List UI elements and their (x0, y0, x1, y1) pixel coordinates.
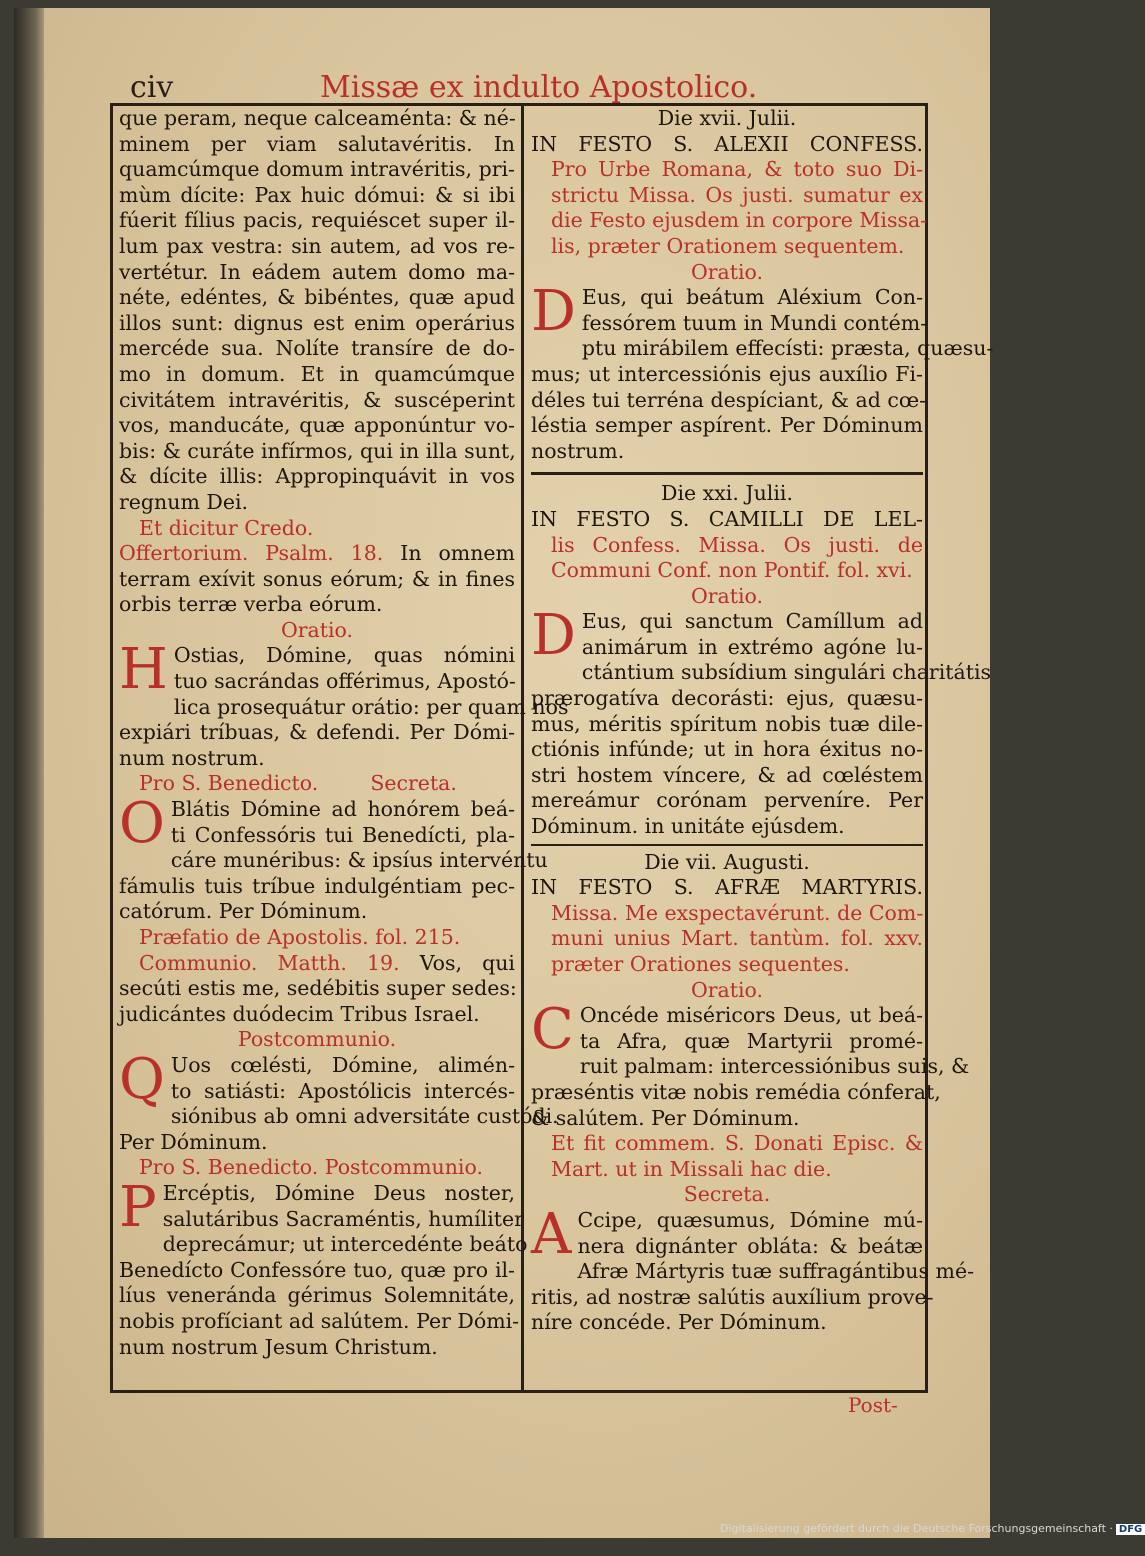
page-number: civ (130, 70, 174, 105)
text-line: minem per viam salutavéritis. In (119, 131, 515, 156)
drop-cap-h: H (119, 637, 168, 703)
text-line: siónibus ab omni adversitáte custódi. (170, 1104, 559, 1129)
text-line: Communi Conf. non Pontif. fol. xvi. (551, 558, 913, 583)
drop-cap-d-camilli: D (531, 603, 576, 669)
text-line: catórum. Per Dóminum. (119, 899, 368, 924)
text-line: ptu mirábilem effecísti: præsta, quæsu- (581, 336, 994, 361)
camilli-date: Die xxi. Julii. (661, 481, 793, 506)
left-column (119, 106, 569, 1360)
text-line: præséntis vitæ nobis remédia cónferat, (531, 1079, 941, 1104)
text-line: Afræ Mártyris tuæ suffragántibus mé- (577, 1259, 975, 1284)
text-line: líus veneránda gérimus Solemnitáte, (119, 1283, 515, 1308)
text-line: mo in domum. Et in quamcúmque (119, 361, 515, 386)
text-line: vertétur. In eádem autem domo ma- (119, 259, 515, 284)
camilli-oratio-text (531, 603, 992, 839)
text-line: Ercéptis, Dómine Deus noster, (162, 1180, 515, 1205)
running-title: Missæ ex indulto Apostolico. (320, 70, 758, 105)
afrae-title: IN FESTO S. AFRÆ MARTYRIS. (531, 875, 923, 900)
afrae-secreta-text (531, 1201, 975, 1336)
text-line: nera dignánter obláta: & beátæ (577, 1233, 923, 1258)
text-line: & dícite illis: Appropinquávit in vos (119, 464, 515, 489)
text-line: animárum in extrémo agóne lu- (581, 634, 923, 659)
section-rule (531, 844, 923, 846)
text-line: Pro Urbe Romana, & toto suo Di- (551, 157, 923, 182)
column-divider (521, 106, 524, 1390)
communio-label: Communio. Matth. 19. (139, 950, 400, 975)
postcommunio-benedicto-rubric: Pro S. Benedicto. Postcommunio. (139, 1155, 483, 1180)
text-line: Eus, qui sanctum Camíllum ad (581, 609, 923, 634)
oratio-heading: Oratio. (280, 617, 354, 642)
oratio-text (119, 637, 569, 771)
offertorium-label: Offertorium. Psalm. 18. (119, 541, 384, 566)
text-line: fúerit fílius pacis, requiéscet super il- (119, 208, 515, 233)
right-column (531, 106, 994, 1336)
afrae-rubric (531, 901, 923, 978)
text-line: salutáribus Sacraméntis, humíliter (162, 1206, 524, 1231)
communio-line-3: judicántes duódecim Tribus Israel. (119, 1001, 480, 1026)
afrae-oratio-text (531, 997, 970, 1131)
text-line: die Festo ejusdem in corpore Missa- (551, 208, 928, 233)
text-line: ta Afra, quæ Martyrii promé- (579, 1028, 923, 1053)
praefatio-rubric: Præfatio de Apostolis. fol. 215. (139, 925, 461, 949)
drop-cap-o: O (119, 791, 165, 857)
postcommunio-heading: Postcommunio. (237, 1027, 397, 1052)
text-line: léstia semper aspírent. Per Dóminum (531, 413, 923, 438)
text-line: lis Confess. Missa. Os justi. de (551, 532, 923, 557)
text-line: ti Confessóris tui Benedícti, pla- (170, 822, 515, 847)
drop-cap-c: C (531, 997, 574, 1063)
text-line: bis: & curáte infírmos, qui in illa sunt, (119, 438, 516, 463)
dfg-logo: DFG (1116, 1524, 1145, 1535)
alexii-date: Die xvii. Julii. (657, 106, 797, 130)
camilli-title: IN FESTO S. CAMILLI DE LEL- (531, 506, 923, 531)
offertorium-text-start: In omnem (400, 541, 515, 566)
drop-cap-a: A (531, 1201, 572, 1267)
section-rule (531, 472, 923, 475)
text-line: ritis, ad nostræ salútis auxílium prove- (531, 1284, 934, 1309)
alexii-oratio-heading: Oratio. (690, 259, 764, 284)
catchword: Post- (848, 1393, 898, 1417)
communio-text-start: Vos, qui (419, 950, 515, 975)
text-line: tuo sacrándas offérimus, Apostó- (173, 669, 516, 694)
footer-text: Digitalisierung gefördert durch die Deutsche Forschungsgemeinschaft · (720, 1522, 1113, 1535)
text-line: Uos cœlésti, Dómine, alimén- (170, 1052, 515, 1077)
text-line: fessórem tuum in Mundi contém- (581, 310, 928, 335)
text-line: déles tui terréna despíciant, & ad cœ- (531, 387, 927, 412)
text-line: mus; ut intercessiónis ejus auxílio Fi- (531, 361, 923, 386)
text-line: ctántium subsídium singulári charitátis (581, 660, 992, 685)
text-line: Per Dóminum. (119, 1129, 268, 1154)
text-line: to satiásti: Apostólicis intercés- (170, 1078, 515, 1103)
text-line: cáre munéribus: & ipsíus intervéntu (170, 848, 548, 873)
postcommunio-benedicto-text (119, 1174, 528, 1360)
text-line: quamcúmque domum intravéritis, pri- (119, 157, 515, 182)
text-line: fámulis tuis tríbue indulgéntiam pec- (119, 873, 515, 898)
text-line: mùm dícite: Pax huic dómui: & si ibi (119, 182, 515, 207)
text-line: strictu Missa. Os justi. sumatur ex (551, 182, 923, 207)
alexii-oratio-text (531, 279, 994, 464)
text-line: Dóminum. in unitáte ejúsdem. (531, 814, 845, 839)
text-line: muni unius Mart. tantùm. fol. xxv. (551, 926, 923, 951)
text-line: néte, edéntes, & bibéntes, quæ apud (119, 285, 515, 310)
text-line: Ccipe, quæsumus, Dómine mú- (577, 1207, 923, 1232)
communio-line (119, 951, 515, 977)
text-line: ruit palmam: intercessiónibus suis, & (579, 1054, 970, 1079)
text-line: Blátis Dómine ad honórem beá- (170, 797, 515, 822)
text-line: Mart. ut in Missali hac die. (551, 1156, 832, 1181)
text-line: Oncéde miséricors Deus, ut beá- (579, 1003, 923, 1028)
text-line: civitátem intravéritis, & suscéperint (119, 387, 515, 412)
digitization-footer (720, 1522, 1145, 1535)
text-line: lis, præter Orationem sequentem. (551, 233, 905, 258)
text-line: deprecámur; ut intercedénte beáto (162, 1232, 528, 1257)
postcommunio-text (119, 1046, 559, 1155)
text-line: ctiónis infúnde; ut in hora éxitus no- (531, 737, 923, 762)
afrae-oratio-heading: Oratio. (690, 977, 764, 1002)
credo-rubric: Et dicitur Credo. (139, 515, 314, 540)
offertorium-line (119, 541, 515, 567)
text-line: Eus, qui beátum Aléxium Con- (581, 285, 923, 310)
text-line: Ostias, Dómine, quas nómini (173, 643, 515, 668)
alexii-title: IN FESTO S. ALEXII CONFESS. (531, 131, 923, 156)
text-line: lum pax vestra: sin autem, ad vos re- (119, 233, 515, 258)
secreta-rubric: Pro S. Benedicto. Secreta. (139, 771, 457, 796)
text-line: prærogatíva decorásti: ejus, quæsu- (531, 686, 923, 711)
text-line: expiári tríbuas, & defendi. Per Dómi- (119, 720, 515, 745)
afrae-commemoration (531, 1131, 923, 1182)
text-line: mus, méritis spíritum nobis tuæ dile- (531, 711, 923, 736)
offertorium-line-2: terram exívit sonus eórum; & in fines (119, 566, 515, 591)
text-line: num nostrum Jesum Christum. (119, 1334, 438, 1359)
text-line: regnum Dei. (119, 489, 249, 514)
text-line: nostrum. (531, 438, 625, 463)
secreta-text (119, 791, 548, 925)
text-line: Et fit commem. S. Donati Episc. & (551, 1131, 923, 1156)
afrae-date: Die vii. Augusti. (644, 849, 810, 874)
communio-line-2: secúti estis me, sedébitis super sedes: (119, 976, 517, 1001)
text-line: mereámur corónam perveníre. Per (531, 788, 923, 813)
afrae-secreta-heading: Secreta. (683, 1182, 771, 1207)
text-line: illos sunt: dignus est enim operárius (119, 310, 515, 335)
text-line: Benedícto Confessóre tuo, quæ pro il- (119, 1257, 515, 1282)
text-line: num nostrum. (119, 745, 265, 770)
drop-cap-q: Q (119, 1046, 165, 1112)
camilli-oratio-heading: Oratio. (690, 583, 764, 608)
text-line: Missa. Me exspectavérunt. de Com- (551, 900, 924, 925)
alexii-rubric (531, 157, 928, 259)
text-line: præter Orationes sequentes. (551, 952, 850, 976)
drop-cap-p: P (119, 1174, 157, 1240)
text-line: nobis profíciant ad salútem. Per Dómi- (119, 1308, 520, 1333)
text-line: níre concéde. Per Dóminum. (531, 1310, 827, 1335)
text-line: que peram, neque calceaménta: & né- (119, 106, 516, 130)
drop-cap-d-alexii: D (531, 279, 576, 345)
offertorium-line-3: orbis terræ verba eórum. (119, 592, 383, 617)
text-line: stri hostem víncere, & ad cœléstem (531, 762, 923, 787)
book-spine (14, 8, 44, 1538)
text-line: lica prosequátur orátio: per quam nos (173, 694, 569, 719)
text-frame (110, 103, 994, 1393)
text-line: & salútem. Per Dóminum. (531, 1105, 800, 1130)
text-line: mercéde sua. Nolíte transíre de do- (119, 336, 515, 361)
gospel-paragraph (119, 106, 515, 516)
text-line: vos, manducáte, quæ apponúntur vo- (119, 413, 515, 438)
camilli-rubric (531, 533, 923, 584)
